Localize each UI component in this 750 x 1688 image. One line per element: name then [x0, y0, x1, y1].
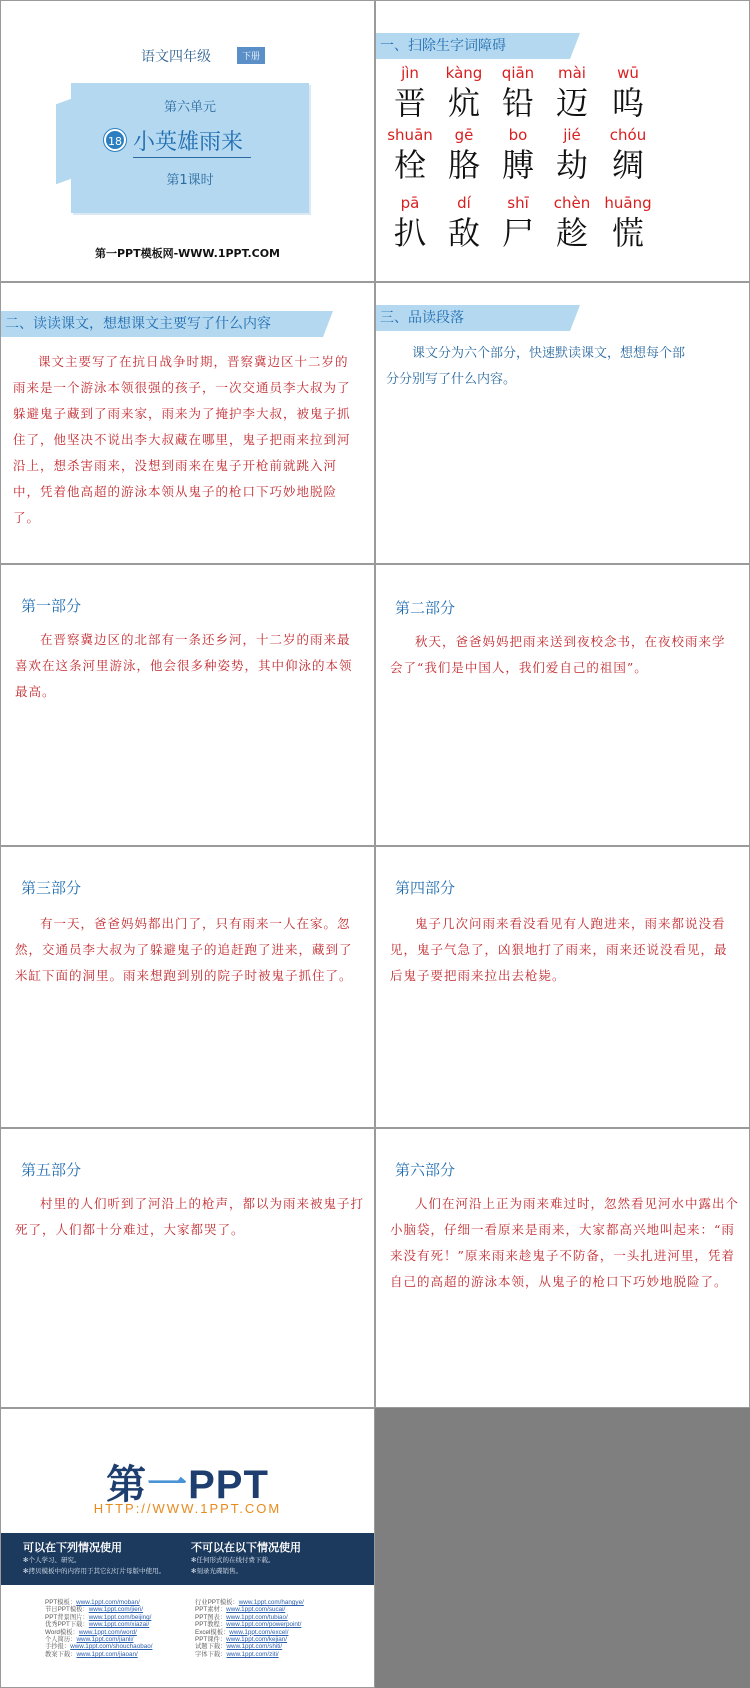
vocab-item [433, 125, 495, 185]
part-title: 第六部分 [395, 1161, 456, 1179]
hanzi-character: 胳 [447, 146, 480, 184]
can-use-title: 可以在下列情况使用 [23, 1541, 122, 1554]
vocab-item [433, 63, 495, 123]
pinyin: shī [507, 194, 529, 212]
lesson-number-badge: 18 [104, 129, 126, 151]
can-use-item: ✻拷贝模板中的内容用于其它幻灯片母版中使用。 [23, 1567, 165, 1575]
vocab-item [541, 193, 603, 253]
resource-link-label: 行业PPT模板： [195, 1599, 239, 1606]
part-text: 秋天，爸爸妈妈把雨来送到夜校念书，在夜校雨来学会了“我们是中国人，我们爱自己的祖国”。 [390, 634, 726, 675]
resource-link-label: 个人简历： [45, 1636, 77, 1644]
hanzi-character: 劫 [555, 146, 588, 184]
resource-link-label: Excel模板： [195, 1628, 230, 1636]
resource-link-label: 字体下载： [195, 1650, 227, 1658]
hanzi-character: 炕 [447, 84, 480, 122]
summary-heading: 二、读读课文，想想课文主要写了什么内容 [1, 311, 323, 337]
brand-url: HTTP://WWW.1PPT.COM [93, 1501, 282, 1516]
unit-label: 第六单元 [163, 100, 216, 115]
hanzi-character: 扒 [393, 214, 426, 252]
resource-link-label: PPT素材： [195, 1606, 227, 1614]
logo-text: PPT [188, 1463, 269, 1507]
slide-part-1 [0, 564, 375, 846]
hanzi-character: 栓 [393, 146, 426, 184]
cannot-use-title: 不可以在以下情况使用 [191, 1541, 301, 1554]
vocab-item [541, 125, 603, 185]
pinyin: pā [400, 194, 420, 212]
resource-link-label: 节日PPT模板： [45, 1606, 89, 1614]
slide-part-5 [0, 1128, 375, 1408]
part-title: 第三部分 [21, 879, 82, 897]
vocab-item [487, 125, 549, 185]
resource-link-row [45, 1629, 152, 1636]
slide-vocabulary [375, 0, 750, 282]
resource-link[interactable]: www.1ppt.com/excel/ [229, 1628, 289, 1636]
pinyin: qiān [501, 64, 535, 82]
resource-link[interactable]: www.1ppt.com/word/ [78, 1628, 137, 1636]
pinyin: bo [508, 126, 528, 144]
part-text: 鬼子几次问雨来看没看见有人跑进来，雨来都说没看见，鬼子气急了，凶狠地打了雨来，雨来还说没看见，最后鬼子要把雨来拉出去枪毙。 [390, 916, 728, 983]
vocab-item [379, 193, 441, 253]
vocab-item [487, 63, 549, 123]
resource-link[interactable]: www.1ppt.com/jiaoan/ [76, 1650, 138, 1658]
title-underline [133, 157, 251, 158]
paragraphs-heading: 三、品读段落 [376, 305, 570, 331]
pinyin: mài [558, 64, 586, 82]
part-text: 村里的人们听到了河沿上的枪声，都以为雨来被鬼子打死了，人们都十分难过，大家都哭了。 [15, 1196, 365, 1237]
resource-link[interactable]: www.1ppt.com/kejian/ [226, 1636, 288, 1644]
hanzi-character: 慌 [611, 214, 644, 252]
empty-area [375, 1408, 750, 1688]
resource-link-label: 优秀PPT下载： [45, 1621, 89, 1629]
resource-link[interactable]: www.1ppt.com/powerpoint/ [226, 1621, 302, 1629]
resource-link[interactable]: www.1ppt.com/sucai/ [226, 1606, 286, 1614]
volume-badge: 下册 [237, 47, 265, 64]
resource-link[interactable]: www.1ppt.com/hangye/ [238, 1599, 304, 1606]
pinyin: gē [454, 126, 474, 144]
part-text: 有一天，爸爸妈妈都出门了，只有雨来一人在家。忽然，交通员李大叔为了躲避鬼子的追赶跑了进来，藏到了米缸下面的洞里。雨来想跑到别的院子时被鬼子抓住了。 [15, 916, 353, 983]
hanzi-character: 敌 [447, 214, 480, 252]
pinyin: wū [617, 64, 639, 82]
resource-links-right [195, 1599, 304, 1658]
pinyin: kàng [445, 64, 483, 82]
cannot-use-item: ✻任何形式的在线付费下载。 [191, 1556, 275, 1564]
resource-link[interactable]: www.1ppt.com/tubiao/ [226, 1613, 288, 1621]
resource-link[interactable]: www.1ppt.com/beijing/ [88, 1613, 152, 1621]
vocab-item [487, 193, 549, 253]
title-card [71, 83, 309, 213]
hanzi-character: 绸 [611, 146, 644, 184]
resource-link[interactable]: www.1ppt.com/moban/ [76, 1599, 140, 1606]
vocab-item [379, 125, 441, 185]
resource-link-label: PPT模板： [45, 1599, 77, 1606]
site-credit: 第一PPT模板网-WWW.1PPT.COM [94, 247, 281, 260]
resource-link[interactable]: www.1ppt.com/shiti/ [226, 1643, 283, 1651]
pinyin: dí [457, 194, 471, 212]
slide-part-4 [375, 846, 750, 1128]
slide-summary [0, 282, 375, 564]
resource-link-label: 手抄报： [45, 1643, 71, 1651]
resource-link-label: PPT背景图片： [45, 1613, 89, 1621]
vocab-item [597, 193, 659, 253]
vocab-item [433, 193, 495, 253]
slide-part-3 [0, 846, 375, 1128]
grade-label: 语文四年级 [141, 49, 211, 65]
part-title: 第五部分 [21, 1161, 82, 1179]
resource-link[interactable]: www.1ppt.com/shouchaobao/ [70, 1643, 153, 1651]
vocab-item [541, 63, 603, 123]
lesson-title: 小英雄雨来 [133, 130, 244, 155]
resource-link[interactable]: www.1ppt.com/jieri/ [88, 1606, 143, 1614]
resource-link[interactable]: www.1ppt.com/jianli/ [76, 1636, 134, 1644]
part-text: 在晋察冀边区的北部有一条还乡河，十二岁的雨来最喜欢在这条河里游泳，他会很多种姿势，其中仰泳的本领最高。 [15, 632, 353, 699]
resource-link-row [195, 1651, 304, 1658]
resource-link-row [195, 1643, 304, 1650]
summary-text: 课文主要写了在抗日战争时期，晋察冀边区十二岁的雨来是一个游泳本领很强的孩子，一次交通员李大叔为了躲避鬼子藏到了雨来家，雨来为了掩护李大叔，被鬼子抓住了，他坚决不说出李大叔藏在哪里，鬼子把雨来拉到河沿上，想杀害雨来，没想到雨来在鬼子开枪前就跳入河中，凭着他高超的游泳本领从鬼子的枪口下巧妙地脱险了。 [13, 354, 351, 525]
pinyin: chèn [553, 194, 591, 212]
hanzi-character: 铅 [501, 84, 534, 122]
slide-credits [0, 1408, 375, 1688]
logo-char-1: 第 [106, 1463, 148, 1507]
hanzi-character: 呜 [611, 84, 644, 122]
part-title: 第一部分 [21, 597, 82, 615]
pinyin: huāng [604, 194, 652, 212]
slide-paragraphs-intro [375, 282, 750, 564]
pinyin: chóu [609, 126, 647, 144]
hanzi-character: 趁 [555, 214, 588, 252]
resource-link-label: PPT教程： [195, 1621, 227, 1629]
resource-link-row [45, 1643, 152, 1650]
resource-link-row [45, 1621, 152, 1628]
pinyin: shuān [387, 126, 433, 144]
slide-part-6 [375, 1128, 750, 1408]
part-title: 第二部分 [395, 599, 456, 617]
can-use-item: ✻个人学习、研究。 [23, 1556, 81, 1564]
cannot-use-item: ✻刻录光碟销售。 [191, 1567, 242, 1575]
resource-link[interactable]: www.1ppt.com/ziti/ [226, 1650, 279, 1658]
hanzi-character: 晋 [393, 84, 426, 122]
resource-link[interactable]: www.1ppt.com/xiazai/ [88, 1621, 150, 1629]
vocab-item [597, 63, 659, 123]
resource-links-left [45, 1599, 152, 1658]
vocabulary-heading: 一、扫除生字词障碍 [376, 33, 570, 59]
part-title: 第四部分 [395, 879, 456, 897]
pinyin: jié [563, 126, 581, 144]
hanzi-character: 尸 [501, 214, 534, 252]
vocab-item [597, 125, 659, 185]
pinyin: jìn [401, 64, 419, 82]
lesson-period-label: 第1课时 [166, 173, 214, 188]
resource-link-row [45, 1606, 152, 1613]
resource-link-label: 教案下载： [45, 1650, 77, 1658]
logo-char-2: 一 [147, 1463, 189, 1507]
slide-part-2 [375, 564, 750, 846]
resource-link-row [195, 1606, 304, 1613]
resource-link-row [195, 1629, 304, 1636]
resource-link-label: PPT课件： [195, 1636, 227, 1644]
resource-link-row [45, 1651, 152, 1658]
resource-link-label: 试题下载： [195, 1643, 227, 1651]
hanzi-character: 迈 [555, 84, 588, 122]
paragraphs-intro-text: 课文分为六个部分，快速默读课文，想想每个部分分别写了什么内容。 [386, 346, 686, 387]
hanzi-character: 膊 [501, 146, 534, 184]
usage-terms-band [1, 1533, 374, 1585]
vocab-item [379, 63, 441, 123]
part-text: 人们在河沿上正为雨来难过时，忽然看见河水中露出个小脑袋，仔细一看原来是雨来，大家都高兴地叫起来：“雨来没有死！”原来雨来趁鬼子不防备，一头扎进河里，凭着自己的高超的游泳本领，从鬼子的枪口下巧妙地脱险了。 [390, 1196, 740, 1289]
slide-title [0, 0, 375, 282]
resource-link-label: PPT图表： [195, 1613, 227, 1621]
resource-link-label: Word模板： [45, 1628, 79, 1636]
resource-link-row [195, 1621, 304, 1628]
